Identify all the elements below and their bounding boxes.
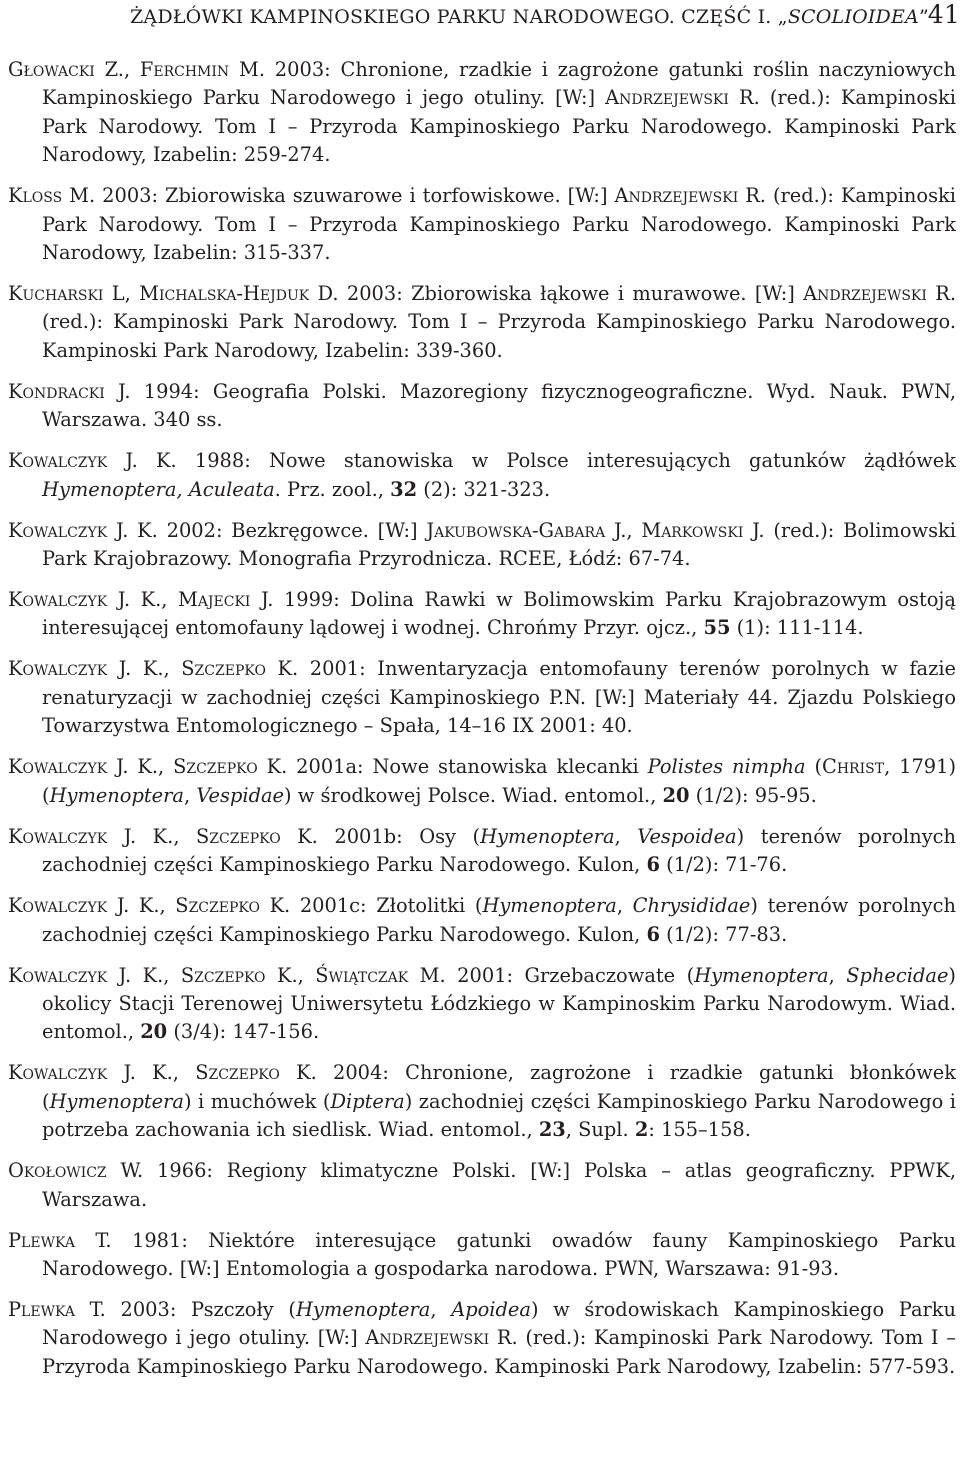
reference-taxon: Polistes nimpha [647,755,806,779]
reference-entry [8,56,956,170]
reference-text: ) terenów porolnych zachodniej części Kampinoskiego Parku Narodowego. Kulon, [42,894,956,946]
reference-list [8,56,956,1381]
reference-text: 2002: Bezkręgowce. [W:] [157,518,427,542]
reference-taxon: Hymenoptera [694,963,829,987]
reference-entry [8,1227,956,1284]
reference-author: Okołowicz W. [8,1159,144,1183]
reference-text: 1966: Regiony klimatyczne Polski. [W:] Polska – atlas geograficzny. PPWK, Warszawa. [42,1159,957,1211]
reference-entry [8,447,956,504]
reference-text: 2003: Zbiorowiska szuwarowe i torfowiskowe. [W:] [95,184,615,208]
reference-author: Kowalczyk J. K., Szczepko K. [8,894,291,918]
running-title-suffix: ” [918,6,929,28]
reference-editor: Andrzejewski R. [614,184,766,208]
reference-entry [8,823,956,880]
reference-author: Plewka T. [8,1297,106,1321]
reference-author: Kloss M. [8,184,96,208]
reference-volume: 23 [538,1118,566,1142]
reference-text: , [183,783,197,807]
running-title-prefix: ŻĄDŁÓWKI KAMPINOSKIEGO PARKU NARODOWEGO. CZĘŚĆ I. „ [130,6,788,28]
page-number: 41 [927,0,960,29]
reference-volume: 20 [662,783,690,807]
reference-text: (1/2): 77-83. [659,922,788,946]
reference-text: 1994: Geografia Polski. Mazoregiony fizycznogeograficzne. Wyd. Nauk. PWN, Warszawa. 340 ss. [42,379,956,432]
running-header [8,0,960,46]
reference-taxon: Hymenoptera, Aculeata [42,477,275,501]
reference-entry [8,892,956,949]
reference-text: 2003: Zbiorowiska łąkowe i murawowe. [W:] [338,282,804,306]
reference-author: Kowalczyk J. K., Szczepko K. [8,824,318,848]
reference-volume: 2 [634,1118,649,1142]
reference-entry [8,753,956,810]
reference-author: Kowalczyk J. K., Szczepko K. [8,755,288,779]
reference-volume: 20 [140,1020,168,1044]
reference-text: , [828,963,847,987]
reference-author: Kucharski L, Michalska-Hejduk D. [8,282,339,306]
reference-text: 2003: Pszczoły ( [105,1297,296,1321]
reference-text: (1/2): 71-76. [659,853,788,877]
reference-author: Kowalczyk J. K., Szczepko K. [8,657,299,681]
reference-volume: 6 [646,853,660,877]
reference-entry [8,655,956,740]
reference-volume: 32 [390,477,418,501]
reference-text: 1999: Dolina Rawki w Bolimowskim Parku Krajobrazowym ostoją interesującej entomofauny lądowej i wodnej. Chrońmy Przyr. ojcz., [42,588,956,640]
reference-text: , Supl. [565,1118,635,1142]
reference-text: . Prz. zool., [274,477,391,501]
reference-taxon: Hymenoptera [480,824,615,848]
reference-editor: Andrzejewski R. [803,282,956,306]
reference-text: , 1791) ( [42,755,957,807]
reference-text: , [616,894,633,918]
reference-text: ) okolicy Stacji Terenowej Uniwersytetu Łódzkiego w Kampinoskim Parku Narodowym. Wiad. entomol., [42,963,956,1044]
reference-entry [8,1296,956,1381]
reference-text: 2001: Inwentaryzacja entomofauny terenów porolnych w fazie renaturyzacji w zachodniej części Kampinoskiego P.N. [W:] Materiały 44. Zjazdu Polskiego Towarzystwa Entomologicznego – Spała, 14–16 IX 2001: 40. [42,657,956,738]
reference-taxon: Vespidae [196,783,285,807]
reference-volume: 6 [646,922,660,946]
reference-entry [8,1059,956,1144]
reference-text: , [614,824,638,848]
reference-author: Kowalczyk J. K., Szczepko K., Świątczak M. [8,963,446,987]
reference-author: Kondracki J. [8,379,131,403]
reference-text: , [430,1297,452,1321]
reference-taxon: Sphecidae [846,963,949,987]
reference-taxon: Hymenoptera [482,894,617,918]
reference-text: ) i muchówek ( [183,1089,331,1113]
reference-text: 2004: Chronione, zagrożone i rzadkie gatunki błonkówek ( [42,1061,956,1113]
reference-author: Kowalczyk J. K., Majecki J. [8,588,274,612]
reference-text: 2001b: Osy ( [317,824,481,848]
reference-entry [8,378,956,435]
reference-text: (red.): Kampinoski Park Narodowy. Tom I – Przyroda Kampinoskiego Parku Narodowego. Kampinoski Park Narodowy, Izabelin: 339-360. [42,310,956,362]
reference-text: (2): 321-323. [417,477,551,501]
reference-taxon: Apoidea [451,1297,531,1321]
reference-taxon: Vespoidea [637,824,737,848]
reference-text: 2001c: Złotolitki ( [290,894,483,918]
reference-text: 2003: Chronione, rzadkie i zagrożone gatunki roślin naczyniowych Kampinoskiego Parku Narodowego i jego otuliny. [W:] [42,58,956,110]
reference-text: ) zachodniej części Kampinoskiego Parku Narodowego i potrzeba zachowania ich siedlisk. Wiad. entomol., [42,1089,956,1142]
reference-taxon-author: Christ [822,755,885,779]
reference-editor: Jakubowska-Gabara J., Markowski J. [426,518,765,542]
reference-taxon: Hymenoptera [49,1089,184,1113]
reference-author: Plewka T. [8,1228,112,1252]
reference-editor: Andrzejewski R. [605,86,760,110]
reference-volume: 55 [703,616,731,640]
reference-text: 2001: Grzebaczowate ( [445,963,695,987]
reference-text: ) terenów porolnych zachodniej części Kampinoskiego Parku Narodowego. Kulon, [42,824,957,877]
reference-entry [8,962,956,1047]
reference-taxon: Hymenoptera [49,783,184,807]
reference-text: 1988: Nowe stanowiska w Polsce interesujących gatunków żądłówek [176,449,956,473]
reference-author: Kowalczyk J. K., Szczepko K. [8,1061,317,1085]
reference-author: Kowalczyk J. K. [8,518,158,542]
document-page [8,0,960,1394]
reference-author: Kowalczyk J. K. [8,449,177,473]
reference-text: ) w środkowej Polsce. Wiad. entomol., [284,783,663,807]
reference-text: (1): 111-114. [730,616,864,640]
reference-text: (red.): Kampinoski Park Narodowy. Tom I – Przyroda Kampinoskiego Parku Narodowego. Kampinoski Park Narodowy, Izabelin: 259-274. [42,86,956,167]
reference-entry [8,280,956,365]
reference-author: Głowacki Z., Ferchmin M. [8,58,265,81]
reference-text: ) w środowiskach Kampinoskiego Parku Narodowego i jego otuliny. [W:] [42,1297,957,1350]
reference-text: (red.): Kampinoski Park Narodowy. Tom I – Przyroda Kampinoskiego Parku Narodowego. Kampinoski Park Narodowy, Izabelin: 315-337. [42,184,956,265]
reference-text: : 155–158. [648,1118,751,1142]
reference-taxon: Chrysididae [632,894,751,918]
reference-taxon: Diptera [330,1089,405,1113]
reference-entry [8,517,956,574]
reference-text: (3/4): 147-156. [167,1020,320,1044]
reference-text: (red.): Bolimowski Park Krajobrazowy. Monografia Przyrodnicza. RCEE, Łódź: 67-74. [42,518,956,571]
running-title-italic: SCOLIOIDEA [787,6,919,28]
reference-editor: Andrzejewski R. [365,1326,518,1350]
reference-text: ( [805,755,823,779]
running-title [130,6,929,28]
reference-text: 1981: Niektóre interesujące gatunki owadów fauny Kampinoskiego Parku Narodowego. [W:] Entomologia a gospodarka narodowa. PWN, Warszawa: 91-93. [42,1228,956,1280]
reference-taxon: Hymenoptera [295,1297,431,1321]
reference-entry [8,1157,956,1214]
reference-entry [8,586,956,643]
reference-entry [8,182,956,267]
reference-text: (1/2): 95-95. [689,783,817,807]
reference-text: 2001a: Nowe stanowiska klecanki [287,755,648,779]
reference-text: (red.): Kampinoski Park Narodowy. Tom I – Przyroda Kampinoskiego Parku Narodowego. Kampinoski Park Narodowy, Izabelin: 577-593. [42,1326,956,1378]
